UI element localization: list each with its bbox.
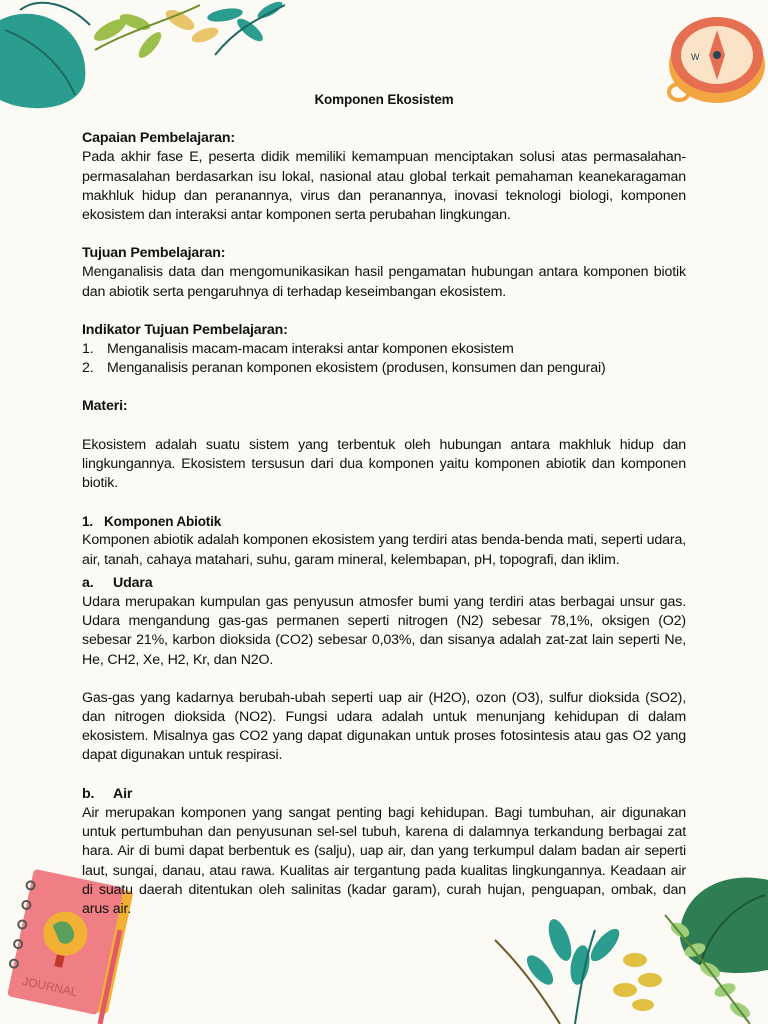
- list-number: 1.: [82, 341, 94, 358]
- abiotik-heading: [82, 512, 686, 531]
- journal-label: JOURNAL: [21, 973, 79, 1000]
- capaian-text: Pada akhir fase E, peserta didik memiliki kemampuan menciptakan solusi atas permasalahan-permasalahan berdasarkan isu lokal, nasional atau global terkait pemahaman keanekaragaman makhluk hidup dan peranannya, virus dan peranannya, inovasi teknologi biologi, komponen ekosistem dan interaksi antar komponen serta perubahan lingkungan.: [82, 149, 686, 224]
- abiotik-section: [82, 512, 686, 570]
- tujuan-text: Menganalisis data dan mengomunikasikan hasil pengamatan hubungan antara komponen biotik dan abiotik serta pengaruhnya di terhadap keseimbangan ekosistem.: [82, 264, 686, 300]
- indikator-list: [82, 340, 686, 378]
- tujuan-heading: Tujuan Pembelajaran:: [82, 245, 226, 262]
- list-item: [82, 359, 686, 378]
- udara-section: [82, 574, 686, 766]
- capaian-heading: Capaian Pembelajaran:: [82, 130, 235, 147]
- udara-heading: [82, 574, 686, 593]
- udara-paragraph-1: Udara merupakan kumpulan gas penyusun atmosfer bumi yang terdiri atas berbagai unsur gas. Udara mengandung gas-gas permanen seperti nitrogen (N2) sebesar 78,1%, oksigen (O2) sebesar 21%, karbon dioksida (CO2) sebesar 0,03%, dan sisanya adalah zat-zat lain seperti Ne, He, CH2, Xe, H2, Kr, dan N2O.: [82, 594, 686, 668]
- air-title: Air: [113, 785, 133, 802]
- materi-heading: Materi:: [82, 398, 128, 415]
- udara-title: Udara: [113, 574, 153, 591]
- tujuan-section: [82, 244, 686, 302]
- indikator-heading: Indikator Tujuan Pembelajaran:: [82, 321, 288, 338]
- compass-letter: W: [691, 52, 700, 62]
- list-number: 2.: [82, 360, 94, 377]
- page-title: Komponen Ekosistem: [314, 92, 454, 107]
- capaian-section: [82, 129, 686, 225]
- document-content: [82, 90, 686, 919]
- air-heading: [82, 785, 686, 804]
- materi-intro: Ekosistem adalah suatu sistem yang terbentuk oleh hubungan antara makhluk hidup dan lingkungannya. Ekosistem tersusun dari dua komponen yaitu komponen abiotik dan komponen biotik.: [82, 436, 686, 492]
- abiotik-number: 1.: [82, 514, 93, 530]
- abiotik-title: Komponen Abiotik: [104, 514, 222, 530]
- air-text: Air merupakan komponen yang sangat penting bagi kehidupan. Bagi tumbuhan, air digunakan untuk pertumbuhan dan penyusunan sel-sel tubuh, karena di dalamnya terkandung berbagai zat hara. Air di bumi dapat berbentuk es (salju), uap air, dan yang terkumpul dalam badan air seperti laut, sungai, danau, atau rawa. Kualitas air tergantung pada kualitas lingkungannya. Keadaan air di suatu daerah ditentukan oleh salinitas (kadar garam), curah hujan, penguapan, ombak, dan arus air.: [82, 804, 686, 917]
- air-letter: b.: [82, 785, 95, 802]
- list-text: Menganalisis peranan komponen ekosistem (produsen, konsumen dan pengurai): [107, 360, 606, 377]
- indikator-section: [82, 321, 686, 379]
- udara-paragraph-2: Gas-gas yang kadarnya berubah-ubah seperti uap air (H2O), ozon (O3), sulfur dioksida (SO2), dan nitrogen dioksida (NO2). Fungsi udara adalah untuk menunjang kehidupan di dalam ekosistem. Misalnya gas CO2 yang dapat digunakan untuk proses fotosintesis atau gas O2 yang dapat digunakan untuk respirasi.: [82, 689, 686, 764]
- air-section: [82, 785, 686, 919]
- abiotik-text: Komponen abiotik adalah komponen ekosistem yang terdiri atas benda-benda mati, seperti udara, air, tanah, cahaya matahari, suhu, garam mineral, kelembapan, pH, topografi, dan iklim.: [82, 532, 686, 568]
- list-text: Menganalisis macam-macam interaksi antar komponen ekosistem: [107, 341, 514, 358]
- udara-letter: a.: [82, 574, 94, 591]
- list-item: [82, 340, 686, 359]
- materi-section: [82, 397, 686, 493]
